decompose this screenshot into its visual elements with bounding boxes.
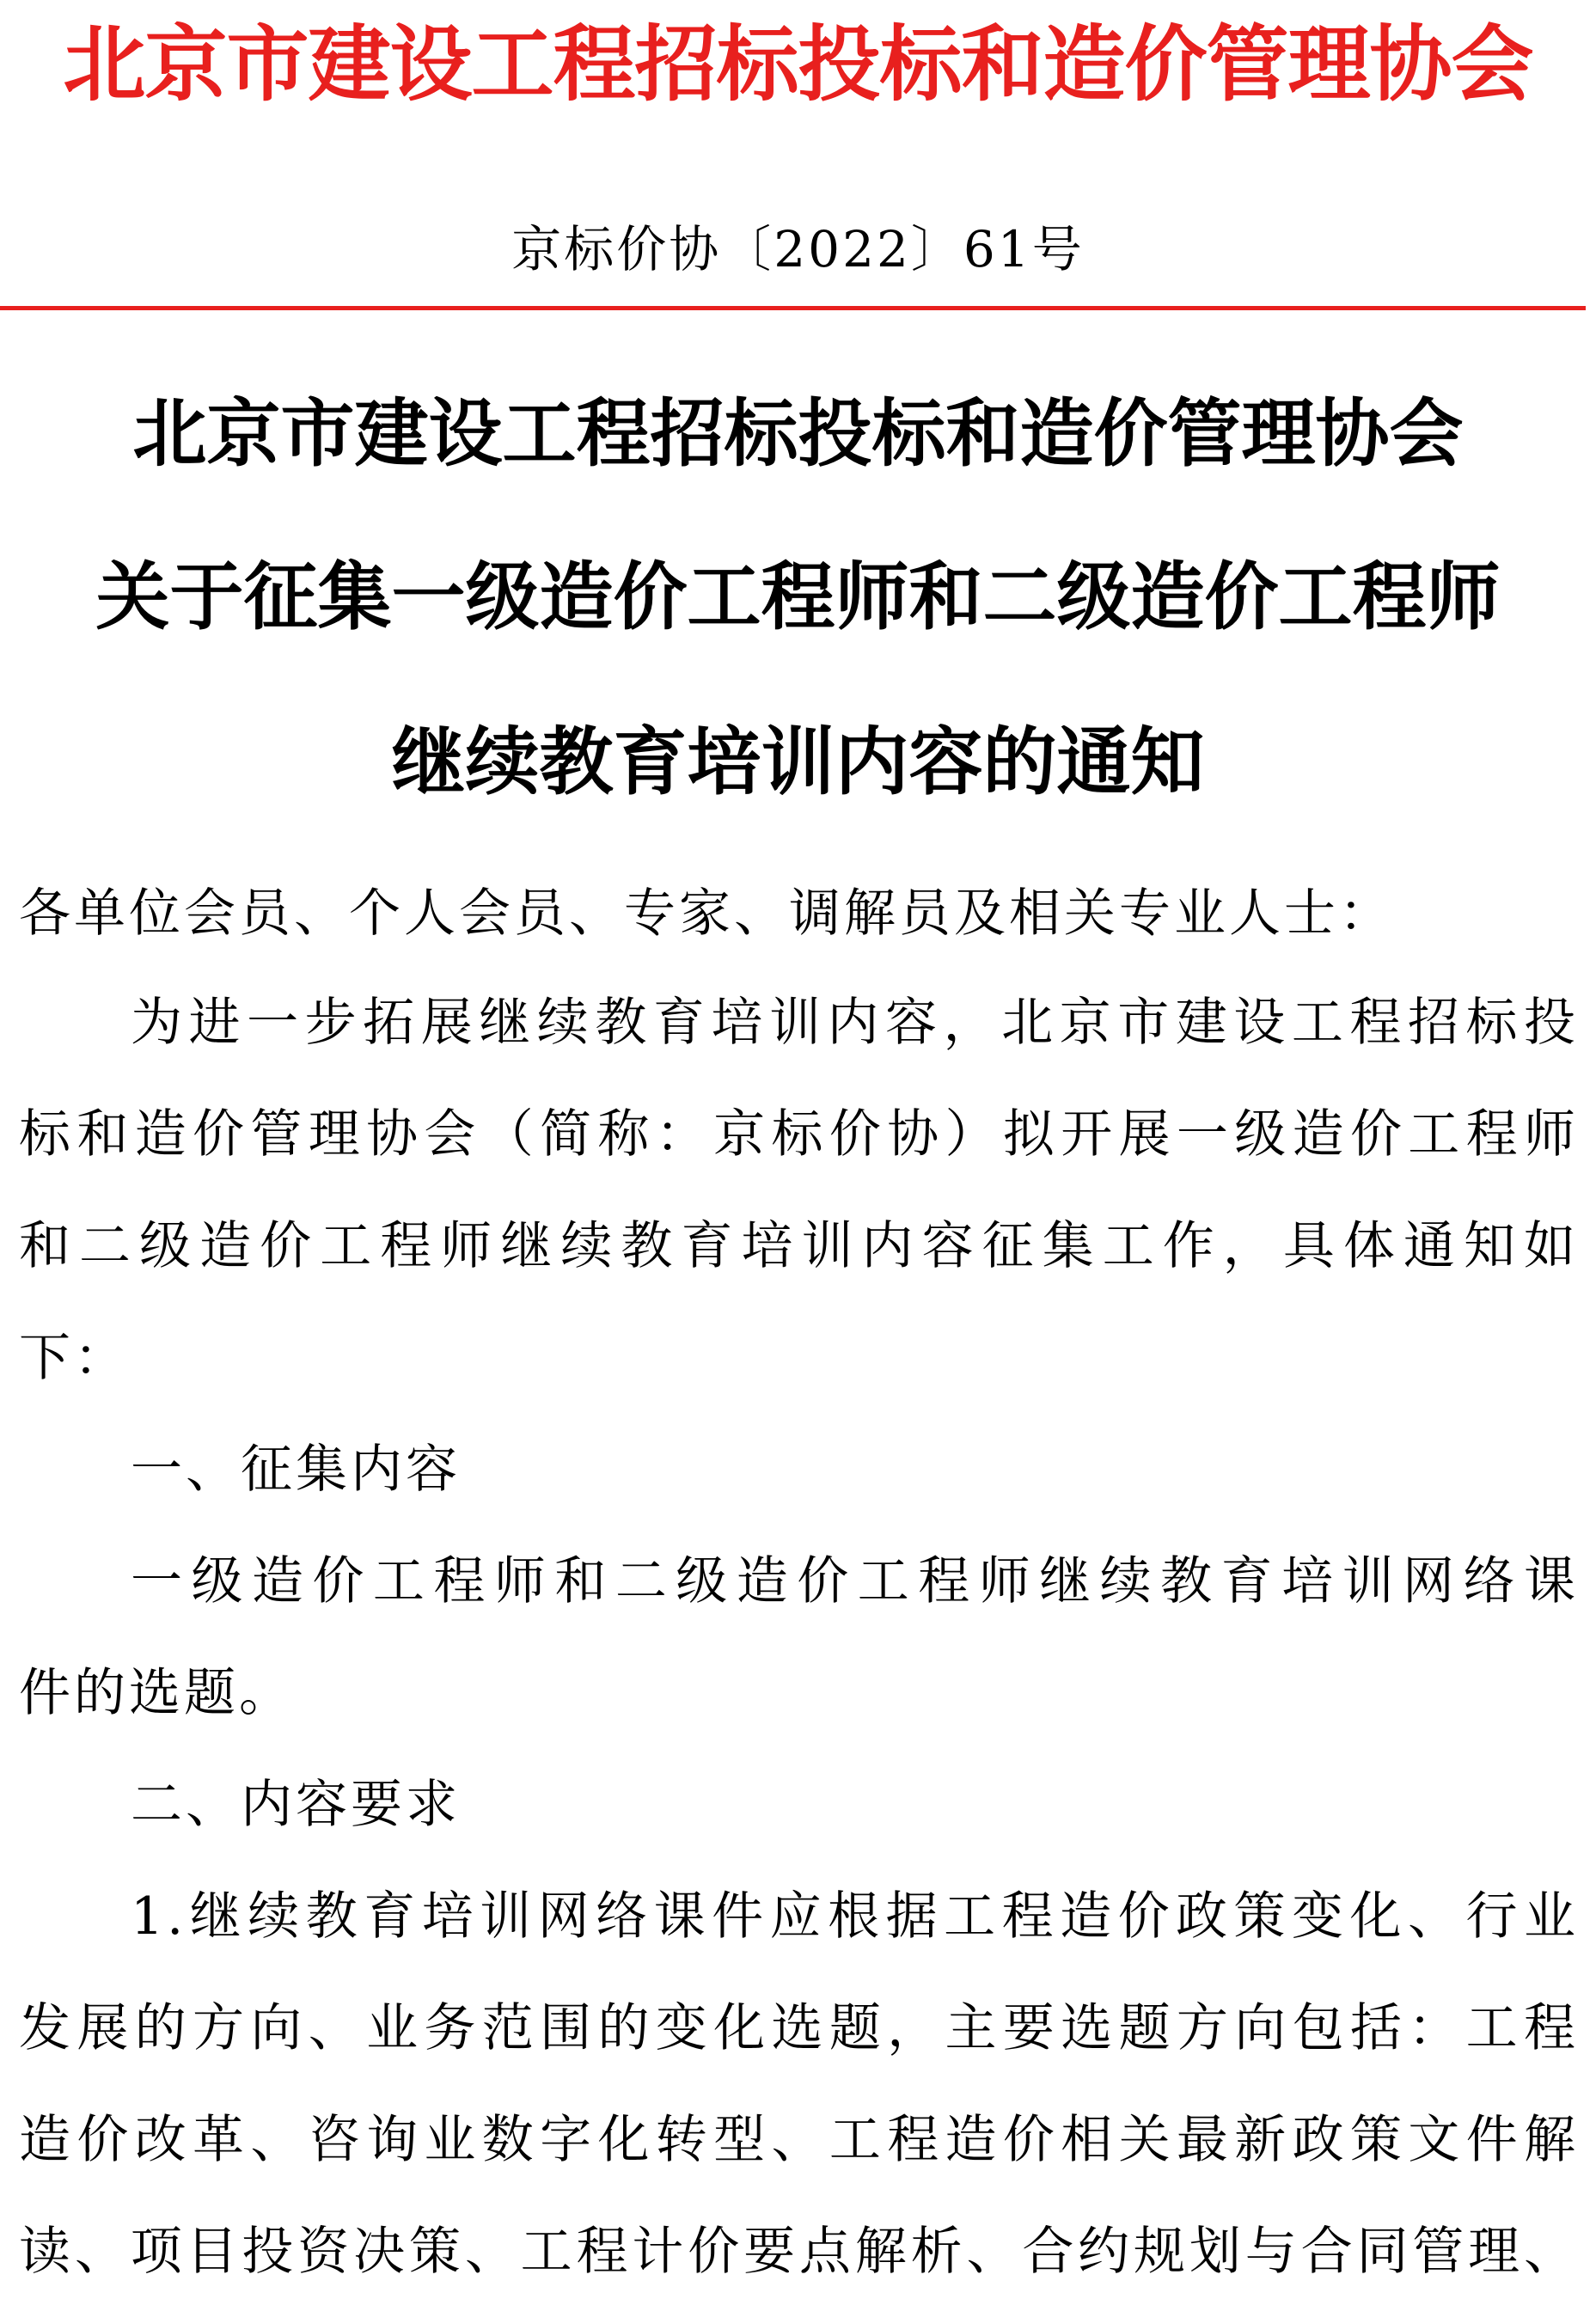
title-line-2: 关于征集一级造价工程师和二级造价工程师 <box>95 554 1501 640</box>
paragraph-line: 件的选题。 <box>19 1663 294 1723</box>
paragraph-line: 一级造价工程师和二级造价工程师继续教育培训网络课 <box>131 1551 1579 1611</box>
paragraph-line: 读、项目投资决策、工程计价要点解析、合约规划与合同管理、 <box>19 2222 1579 2282</box>
title-line-3: 继续教育培训内容的通知 <box>391 719 1205 805</box>
paragraph-line: 标和造价管理协会（简称：京标价协）拟开展一级造价工程师 <box>19 1104 1579 1165</box>
salutation: 各单位会员、个人会员、专家、调解员及相关专业人士： <box>19 884 1394 944</box>
paragraph-line: 下： <box>19 1328 129 1388</box>
paragraph-line: 和二级造价工程师继续教育培训内容征集工作，具体通知如 <box>19 1216 1579 1276</box>
section-heading: 二、内容要求 <box>131 1775 461 1835</box>
paragraph-line: 1.继续教育培训网络课件应根据工程造价政策变化、行业 <box>131 1886 1579 1947</box>
paragraph-line: 造价改革、咨询业数字化转型、工程造价相关最新政策文件解 <box>19 2110 1579 2170</box>
document-number: 京标价协〔2022〕61号 <box>511 220 1085 278</box>
paragraph-line: 发展的方向、业务范围的变化选题，主要选题方向包括：工程 <box>19 1998 1579 2058</box>
paragraph-line: 为进一步拓展继续教育培训内容，北京市建设工程招标投 <box>131 993 1579 1053</box>
title-line-1: 北京市建设工程招标投标和造价管理协会 <box>132 391 1464 477</box>
section-heading: 一、征集内容 <box>131 1440 461 1500</box>
masthead-org-name: 北京市建设工程招标投标和造价管理协会 <box>63 16 1533 113</box>
red-divider-line <box>0 306 1586 310</box>
